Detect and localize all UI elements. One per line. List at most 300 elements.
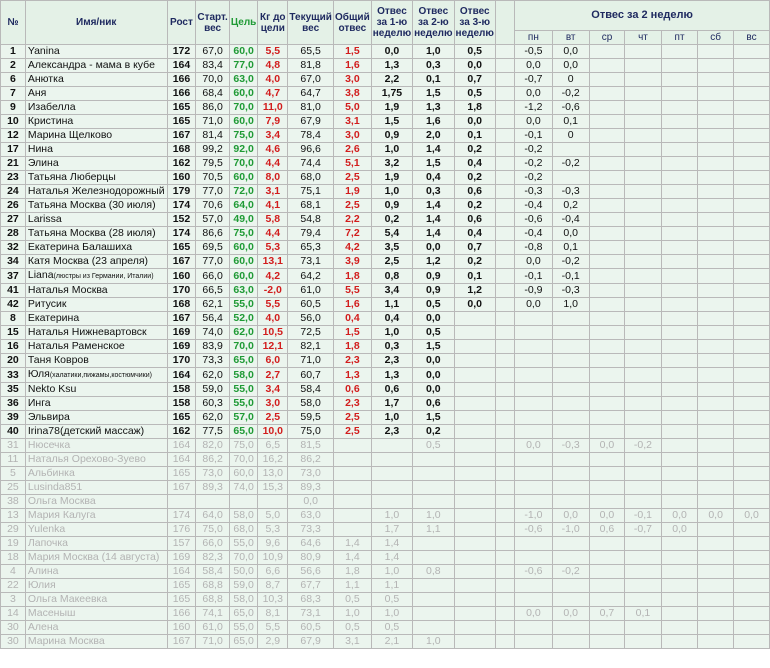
header-goal[interactable]: Цель bbox=[229, 1, 258, 45]
cell-day-3[interactable] bbox=[625, 453, 662, 467]
cell-week1[interactable]: 0,4 bbox=[371, 312, 412, 326]
cell-height[interactable]: 172 bbox=[167, 45, 196, 59]
cell-day-2[interactable] bbox=[589, 621, 624, 635]
cell-day-4[interactable] bbox=[661, 326, 697, 340]
cell-day-3[interactable] bbox=[625, 45, 662, 59]
cell-day-1[interactable]: -1,0 bbox=[552, 523, 589, 537]
cell-week1[interactable]: 1,0 bbox=[371, 509, 412, 523]
cell-day-6[interactable] bbox=[734, 340, 770, 354]
cell-current-weight[interactable]: 96,6 bbox=[288, 143, 334, 157]
cell-week2[interactable]: 0,0 bbox=[413, 368, 454, 383]
cell-blank[interactable] bbox=[495, 59, 514, 73]
cell-blank[interactable] bbox=[495, 397, 514, 411]
cell-day-1[interactable]: 0,2 bbox=[552, 199, 589, 213]
cell-day-1[interactable] bbox=[552, 383, 589, 397]
cell-week2[interactable]: 1,1 bbox=[413, 523, 454, 537]
header-num[interactable]: № bbox=[1, 1, 26, 45]
cell-day-2[interactable] bbox=[589, 565, 624, 579]
cell-height[interactable]: 165 bbox=[167, 115, 196, 129]
cell-day-5[interactable] bbox=[698, 199, 734, 213]
cell-day-3[interactable] bbox=[625, 368, 662, 383]
cell-total-loss[interactable]: 1,5 bbox=[334, 326, 372, 340]
cell-day-5[interactable] bbox=[698, 241, 734, 255]
cell-day-0[interactable]: -1,0 bbox=[515, 509, 552, 523]
cell-day-0[interactable] bbox=[515, 467, 552, 481]
cell-week3[interactable]: 0,0 bbox=[454, 59, 495, 73]
cell-name[interactable] bbox=[25, 579, 167, 593]
cell-goal[interactable]: 65,0 bbox=[229, 635, 258, 649]
cell-kg-left[interactable]: 8,0 bbox=[258, 171, 288, 185]
cell-current-weight[interactable]: 67,0 bbox=[288, 73, 334, 87]
cell-num[interactable]: 9 bbox=[1, 101, 26, 115]
cell-week3[interactable]: 0,5 bbox=[454, 87, 495, 101]
cell-blank[interactable] bbox=[495, 129, 514, 143]
cell-day-4[interactable] bbox=[661, 425, 697, 439]
header-day-1[interactable]: вт bbox=[552, 31, 589, 45]
cell-blank[interactable] bbox=[495, 87, 514, 101]
cell-blank[interactable] bbox=[495, 635, 514, 649]
cell-day-1[interactable]: -0,2 bbox=[552, 157, 589, 171]
cell-day-6[interactable] bbox=[734, 115, 770, 129]
cell-day-4[interactable] bbox=[661, 537, 697, 551]
header-day-6[interactable]: вс bbox=[734, 31, 770, 45]
cell-week1[interactable]: 1,0 bbox=[371, 143, 412, 157]
cell-day-0[interactable] bbox=[515, 383, 552, 397]
cell-current-weight[interactable]: 73,1 bbox=[288, 607, 334, 621]
cell-week3[interactable] bbox=[454, 621, 495, 635]
cell-height[interactable]: 160 bbox=[167, 269, 196, 284]
header-current-weight[interactable]: Текущий вес bbox=[288, 1, 334, 45]
cell-day-0[interactable]: -0,2 bbox=[515, 171, 552, 185]
cell-day-4[interactable] bbox=[661, 495, 697, 509]
cell-day-5[interactable] bbox=[698, 368, 734, 383]
cell-day-2[interactable] bbox=[589, 383, 624, 397]
cell-kg-left[interactable] bbox=[258, 495, 288, 509]
cell-total-loss[interactable]: 3,1 bbox=[334, 635, 372, 649]
cell-goal[interactable]: 70,0 bbox=[229, 453, 258, 467]
cell-day-0[interactable]: -0,1 bbox=[515, 129, 552, 143]
cell-goal[interactable]: 60,0 bbox=[229, 45, 258, 59]
cell-day-0[interactable]: 0,0 bbox=[515, 298, 552, 312]
cell-day-6[interactable] bbox=[734, 241, 770, 255]
cell-day-6[interactable] bbox=[734, 397, 770, 411]
cell-week3[interactable] bbox=[454, 397, 495, 411]
cell-day-0[interactable]: -1,2 bbox=[515, 101, 552, 115]
cell-kg-left[interactable]: 4,2 bbox=[258, 269, 288, 284]
cell-name[interactable] bbox=[25, 354, 167, 368]
cell-week3[interactable]: 0,1 bbox=[454, 129, 495, 143]
cell-num[interactable]: 3 bbox=[1, 593, 26, 607]
cell-week3[interactable]: 0,2 bbox=[454, 199, 495, 213]
cell-day-6[interactable] bbox=[734, 59, 770, 73]
cell-day-0[interactable]: -0,8 bbox=[515, 241, 552, 255]
cell-week3[interactable] bbox=[454, 439, 495, 453]
cell-day-2[interactable] bbox=[589, 185, 624, 199]
cell-start-weight[interactable]: 86,2 bbox=[196, 453, 229, 467]
cell-total-loss[interactable] bbox=[334, 453, 372, 467]
cell-name[interactable] bbox=[25, 269, 167, 284]
cell-current-weight[interactable]: 86,2 bbox=[288, 453, 334, 467]
cell-height[interactable]: 166 bbox=[167, 87, 196, 101]
cell-goal[interactable]: 57,0 bbox=[229, 411, 258, 425]
cell-day-6[interactable] bbox=[734, 425, 770, 439]
cell-num[interactable]: 38 bbox=[1, 495, 26, 509]
cell-current-weight[interactable]: 58,4 bbox=[288, 383, 334, 397]
cell-week3[interactable] bbox=[454, 453, 495, 467]
cell-day-1[interactable] bbox=[552, 171, 589, 185]
cell-num[interactable]: 41 bbox=[1, 284, 26, 298]
cell-num[interactable]: 15 bbox=[1, 326, 26, 340]
cell-goal[interactable]: 63,0 bbox=[229, 284, 258, 298]
cell-week3[interactable] bbox=[454, 565, 495, 579]
cell-day-4[interactable] bbox=[661, 157, 697, 171]
cell-name[interactable] bbox=[25, 143, 167, 157]
cell-day-2[interactable] bbox=[589, 368, 624, 383]
cell-day-4[interactable] bbox=[661, 368, 697, 383]
cell-week1[interactable]: 1,3 bbox=[371, 59, 412, 73]
cell-name[interactable] bbox=[25, 326, 167, 340]
cell-day-1[interactable] bbox=[552, 354, 589, 368]
cell-day-0[interactable]: -0,4 bbox=[515, 227, 552, 241]
cell-total-loss[interactable] bbox=[334, 481, 372, 495]
cell-day-6[interactable] bbox=[734, 326, 770, 340]
cell-day-6[interactable] bbox=[734, 523, 770, 537]
cell-start-weight[interactable]: 66,0 bbox=[196, 537, 229, 551]
cell-num[interactable]: 10 bbox=[1, 115, 26, 129]
cell-blank[interactable] bbox=[495, 453, 514, 467]
cell-current-weight[interactable]: 81,8 bbox=[288, 59, 334, 73]
cell-day-4[interactable] bbox=[661, 73, 697, 87]
cell-week1[interactable]: 0,2 bbox=[371, 213, 412, 227]
cell-day-0[interactable] bbox=[515, 593, 552, 607]
cell-name[interactable] bbox=[25, 87, 167, 101]
cell-day-5[interactable] bbox=[698, 129, 734, 143]
cell-name[interactable] bbox=[25, 298, 167, 312]
cell-num[interactable]: 18 bbox=[1, 551, 26, 565]
cell-day-3[interactable] bbox=[625, 621, 662, 635]
cell-day-5[interactable] bbox=[698, 340, 734, 354]
cell-current-weight[interactable]: 65,3 bbox=[288, 241, 334, 255]
cell-day-6[interactable] bbox=[734, 255, 770, 269]
cell-blank[interactable] bbox=[495, 73, 514, 87]
header-name[interactable]: Имя/ник bbox=[25, 1, 167, 45]
cell-blank[interactable] bbox=[495, 425, 514, 439]
cell-kg-left[interactable]: 13,0 bbox=[258, 467, 288, 481]
cell-week2[interactable] bbox=[413, 453, 454, 467]
cell-num[interactable]: 13 bbox=[1, 509, 26, 523]
cell-day-6[interactable] bbox=[734, 213, 770, 227]
cell-start-weight[interactable]: 79,5 bbox=[196, 157, 229, 171]
cell-day-2[interactable] bbox=[589, 143, 624, 157]
cell-day-0[interactable] bbox=[515, 481, 552, 495]
cell-week1[interactable]: 1,0 bbox=[371, 185, 412, 199]
cell-week2[interactable]: 0,8 bbox=[413, 565, 454, 579]
cell-day-2[interactable] bbox=[589, 298, 624, 312]
cell-goal[interactable]: 52,0 bbox=[229, 312, 258, 326]
cell-blank[interactable] bbox=[495, 354, 514, 368]
cell-week3[interactable] bbox=[454, 354, 495, 368]
cell-day-3[interactable] bbox=[625, 199, 662, 213]
cell-start-weight[interactable]: 71,0 bbox=[196, 635, 229, 649]
cell-goal[interactable]: 58,0 bbox=[229, 368, 258, 383]
cell-day-4[interactable] bbox=[661, 354, 697, 368]
header-height[interactable]: Рост bbox=[167, 1, 196, 45]
cell-total-loss[interactable]: 1,0 bbox=[334, 607, 372, 621]
cell-blank[interactable] bbox=[495, 284, 514, 298]
cell-day-6[interactable] bbox=[734, 298, 770, 312]
cell-day-2[interactable] bbox=[589, 157, 624, 171]
cell-name[interactable] bbox=[25, 115, 167, 129]
cell-day-3[interactable] bbox=[625, 115, 662, 129]
cell-day-5[interactable] bbox=[698, 312, 734, 326]
header-day-3[interactable]: чт bbox=[625, 31, 662, 45]
cell-week3[interactable]: 1,8 bbox=[454, 101, 495, 115]
cell-num[interactable]: 33 bbox=[1, 368, 26, 383]
cell-day-4[interactable] bbox=[661, 565, 697, 579]
cell-week1[interactable]: 2,3 bbox=[371, 354, 412, 368]
cell-current-weight[interactable]: 73,0 bbox=[288, 467, 334, 481]
cell-day-2[interactable] bbox=[589, 537, 624, 551]
header-day-5[interactable]: сб bbox=[698, 31, 734, 45]
cell-kg-left[interactable]: 5,3 bbox=[258, 241, 288, 255]
cell-day-5[interactable] bbox=[698, 213, 734, 227]
cell-day-5[interactable] bbox=[698, 171, 734, 185]
cell-day-2[interactable] bbox=[589, 397, 624, 411]
cell-day-5[interactable]: 0,0 bbox=[698, 509, 734, 523]
cell-total-loss[interactable]: 2,5 bbox=[334, 199, 372, 213]
cell-current-weight[interactable]: 71,0 bbox=[288, 354, 334, 368]
cell-start-weight[interactable]: 70,0 bbox=[196, 73, 229, 87]
cell-height[interactable]: 164 bbox=[167, 439, 196, 453]
cell-day-4[interactable] bbox=[661, 383, 697, 397]
cell-day-0[interactable]: -0,1 bbox=[515, 269, 552, 284]
cell-goal[interactable]: 58,0 bbox=[229, 593, 258, 607]
cell-total-loss[interactable]: 2,5 bbox=[334, 425, 372, 439]
cell-day-1[interactable] bbox=[552, 312, 589, 326]
cell-current-weight[interactable]: 73,1 bbox=[288, 255, 334, 269]
cell-current-weight[interactable]: 75,0 bbox=[288, 425, 334, 439]
cell-week3[interactable]: 0,2 bbox=[454, 143, 495, 157]
cell-height[interactable]: 152 bbox=[167, 213, 196, 227]
cell-start-weight[interactable]: 73,3 bbox=[196, 354, 229, 368]
cell-day-5[interactable] bbox=[698, 255, 734, 269]
cell-goal[interactable]: 64,0 bbox=[229, 199, 258, 213]
cell-current-weight[interactable]: 67,9 bbox=[288, 635, 334, 649]
cell-week3[interactable]: 0,6 bbox=[454, 213, 495, 227]
cell-week1[interactable]: 3,5 bbox=[371, 241, 412, 255]
cell-week2[interactable]: 0,3 bbox=[413, 59, 454, 73]
cell-week1[interactable]: 1,4 bbox=[371, 551, 412, 565]
cell-day-2[interactable] bbox=[589, 59, 624, 73]
cell-total-loss[interactable]: 2,6 bbox=[334, 143, 372, 157]
cell-week2[interactable]: 0,0 bbox=[413, 383, 454, 397]
cell-total-loss[interactable]: 2,3 bbox=[334, 397, 372, 411]
cell-day-1[interactable] bbox=[552, 579, 589, 593]
cell-day-4[interactable] bbox=[661, 59, 697, 73]
cell-day-6[interactable] bbox=[734, 129, 770, 143]
cell-day-1[interactable]: -0,2 bbox=[552, 255, 589, 269]
cell-current-weight[interactable]: 60,7 bbox=[288, 368, 334, 383]
cell-week2[interactable]: 1,6 bbox=[413, 115, 454, 129]
cell-start-weight[interactable]: 74,1 bbox=[196, 607, 229, 621]
cell-day-0[interactable]: -0,6 bbox=[515, 523, 552, 537]
cell-goal[interactable]: 60,0 bbox=[229, 115, 258, 129]
cell-week2[interactable]: 0,4 bbox=[413, 171, 454, 185]
cell-total-loss[interactable]: 1,8 bbox=[334, 269, 372, 284]
cell-start-weight[interactable]: 69,5 bbox=[196, 241, 229, 255]
cell-height[interactable]: 174 bbox=[167, 227, 196, 241]
cell-week2[interactable]: 1,4 bbox=[413, 143, 454, 157]
cell-day-6[interactable] bbox=[734, 199, 770, 213]
cell-day-0[interactable] bbox=[515, 354, 552, 368]
cell-total-loss[interactable]: 1,8 bbox=[334, 565, 372, 579]
cell-day-5[interactable] bbox=[698, 45, 734, 59]
cell-blank[interactable] bbox=[495, 213, 514, 227]
cell-day-4[interactable] bbox=[661, 269, 697, 284]
cell-day-5[interactable] bbox=[698, 635, 734, 649]
cell-blank[interactable] bbox=[495, 101, 514, 115]
cell-week1[interactable] bbox=[371, 481, 412, 495]
cell-blank[interactable] bbox=[495, 551, 514, 565]
cell-start-weight[interactable]: 64,0 bbox=[196, 509, 229, 523]
cell-kg-left[interactable]: 4,4 bbox=[258, 157, 288, 171]
cell-week1[interactable] bbox=[371, 453, 412, 467]
cell-day-2[interactable] bbox=[589, 481, 624, 495]
cell-day-1[interactable]: -0,6 bbox=[552, 101, 589, 115]
cell-day-3[interactable] bbox=[625, 537, 662, 551]
cell-day-3[interactable] bbox=[625, 340, 662, 354]
cell-total-loss[interactable]: 1,8 bbox=[334, 340, 372, 354]
cell-name[interactable] bbox=[25, 537, 167, 551]
cell-num[interactable]: 31 bbox=[1, 439, 26, 453]
cell-goal[interactable]: 55,0 bbox=[229, 621, 258, 635]
cell-day-6[interactable] bbox=[734, 565, 770, 579]
cell-week2[interactable] bbox=[413, 607, 454, 621]
cell-name[interactable] bbox=[25, 411, 167, 425]
cell-total-loss[interactable]: 2,5 bbox=[334, 411, 372, 425]
cell-num[interactable]: 22 bbox=[1, 579, 26, 593]
cell-day-6[interactable] bbox=[734, 227, 770, 241]
cell-week2[interactable] bbox=[413, 467, 454, 481]
cell-day-4[interactable] bbox=[661, 298, 697, 312]
cell-current-weight[interactable]: 60,5 bbox=[288, 621, 334, 635]
cell-goal[interactable]: 60,0 bbox=[229, 241, 258, 255]
cell-total-loss[interactable]: 4,2 bbox=[334, 241, 372, 255]
cell-start-weight[interactable]: 56,4 bbox=[196, 312, 229, 326]
cell-num[interactable]: 12 bbox=[1, 129, 26, 143]
cell-day-2[interactable]: 0,0 bbox=[589, 509, 624, 523]
cell-day-0[interactable]: -0,5 bbox=[515, 45, 552, 59]
cell-day-5[interactable] bbox=[698, 87, 734, 101]
cell-day-6[interactable] bbox=[734, 354, 770, 368]
cell-day-4[interactable] bbox=[661, 255, 697, 269]
cell-day-5[interactable] bbox=[698, 354, 734, 368]
cell-kg-left[interactable]: 4,6 bbox=[258, 143, 288, 157]
cell-height[interactable]: 167 bbox=[167, 635, 196, 649]
cell-blank[interactable] bbox=[495, 143, 514, 157]
cell-day-4[interactable] bbox=[661, 241, 697, 255]
cell-day-0[interactable] bbox=[515, 551, 552, 565]
cell-week3[interactable]: 1,2 bbox=[454, 284, 495, 298]
cell-name[interactable] bbox=[25, 312, 167, 326]
cell-height[interactable]: 165 bbox=[167, 467, 196, 481]
cell-name[interactable] bbox=[25, 171, 167, 185]
cell-total-loss[interactable]: 0,5 bbox=[334, 621, 372, 635]
header-kg-left[interactable]: Кг до цели bbox=[258, 1, 288, 45]
cell-week1[interactable]: 2,1 bbox=[371, 635, 412, 649]
cell-kg-left[interactable]: 5,5 bbox=[258, 298, 288, 312]
header-day-2[interactable]: ср bbox=[589, 31, 624, 45]
cell-total-loss[interactable]: 0,5 bbox=[334, 593, 372, 607]
cell-day-2[interactable] bbox=[589, 326, 624, 340]
cell-total-loss[interactable]: 3,0 bbox=[334, 129, 372, 143]
cell-day-4[interactable] bbox=[661, 143, 697, 157]
cell-current-weight[interactable]: 81,5 bbox=[288, 439, 334, 453]
cell-start-weight[interactable]: 70,5 bbox=[196, 171, 229, 185]
cell-day-0[interactable] bbox=[515, 621, 552, 635]
cell-kg-left[interactable]: -2,0 bbox=[258, 284, 288, 298]
cell-day-2[interactable] bbox=[589, 87, 624, 101]
cell-num[interactable]: 29 bbox=[1, 523, 26, 537]
cell-week3[interactable] bbox=[454, 579, 495, 593]
cell-day-6[interactable] bbox=[734, 495, 770, 509]
cell-goal[interactable]: 55,0 bbox=[229, 383, 258, 397]
cell-height[interactable]: 164 bbox=[167, 453, 196, 467]
cell-week3[interactable]: 0,7 bbox=[454, 73, 495, 87]
cell-day-3[interactable] bbox=[625, 255, 662, 269]
cell-day-3[interactable] bbox=[625, 481, 662, 495]
cell-day-3[interactable] bbox=[625, 411, 662, 425]
cell-day-0[interactable] bbox=[515, 340, 552, 354]
cell-week1[interactable]: 0,9 bbox=[371, 199, 412, 213]
cell-day-3[interactable] bbox=[625, 298, 662, 312]
cell-total-loss[interactable]: 1,6 bbox=[334, 59, 372, 73]
cell-day-6[interactable] bbox=[734, 579, 770, 593]
cell-week1[interactable]: 0,9 bbox=[371, 129, 412, 143]
header-week1[interactable]: Отвес за 1-ю неделю bbox=[371, 1, 412, 45]
cell-num[interactable]: 23 bbox=[1, 171, 26, 185]
cell-day-4[interactable] bbox=[661, 45, 697, 59]
cell-start-weight[interactable]: 68,8 bbox=[196, 579, 229, 593]
cell-height[interactable]: 170 bbox=[167, 354, 196, 368]
cell-day-1[interactable] bbox=[552, 537, 589, 551]
cell-num[interactable]: 26 bbox=[1, 199, 26, 213]
header-total-loss[interactable]: Общий отвес bbox=[334, 1, 372, 45]
cell-day-5[interactable] bbox=[698, 397, 734, 411]
cell-current-weight[interactable]: 63,0 bbox=[288, 509, 334, 523]
cell-goal[interactable]: 59,0 bbox=[229, 579, 258, 593]
cell-height[interactable]: 168 bbox=[167, 298, 196, 312]
cell-day-2[interactable] bbox=[589, 241, 624, 255]
cell-day-3[interactable]: -0,7 bbox=[625, 523, 662, 537]
cell-day-2[interactable] bbox=[589, 467, 624, 481]
cell-name[interactable] bbox=[25, 383, 167, 397]
cell-day-4[interactable] bbox=[661, 635, 697, 649]
cell-week1[interactable] bbox=[371, 495, 412, 509]
cell-current-weight[interactable]: 64,6 bbox=[288, 537, 334, 551]
cell-num[interactable]: 1 bbox=[1, 45, 26, 59]
cell-num[interactable]: 2 bbox=[1, 59, 26, 73]
cell-day-3[interactable] bbox=[625, 467, 662, 481]
cell-num[interactable]: 4 bbox=[1, 565, 26, 579]
cell-goal[interactable]: 72,0 bbox=[229, 185, 258, 199]
cell-kg-left[interactable]: 8,7 bbox=[258, 579, 288, 593]
cell-num[interactable]: 27 bbox=[1, 213, 26, 227]
cell-start-weight[interactable]: 86,6 bbox=[196, 227, 229, 241]
cell-kg-left[interactable]: 5,0 bbox=[258, 509, 288, 523]
cell-num[interactable]: 34 bbox=[1, 255, 26, 269]
cell-start-weight[interactable]: 66,5 bbox=[196, 284, 229, 298]
